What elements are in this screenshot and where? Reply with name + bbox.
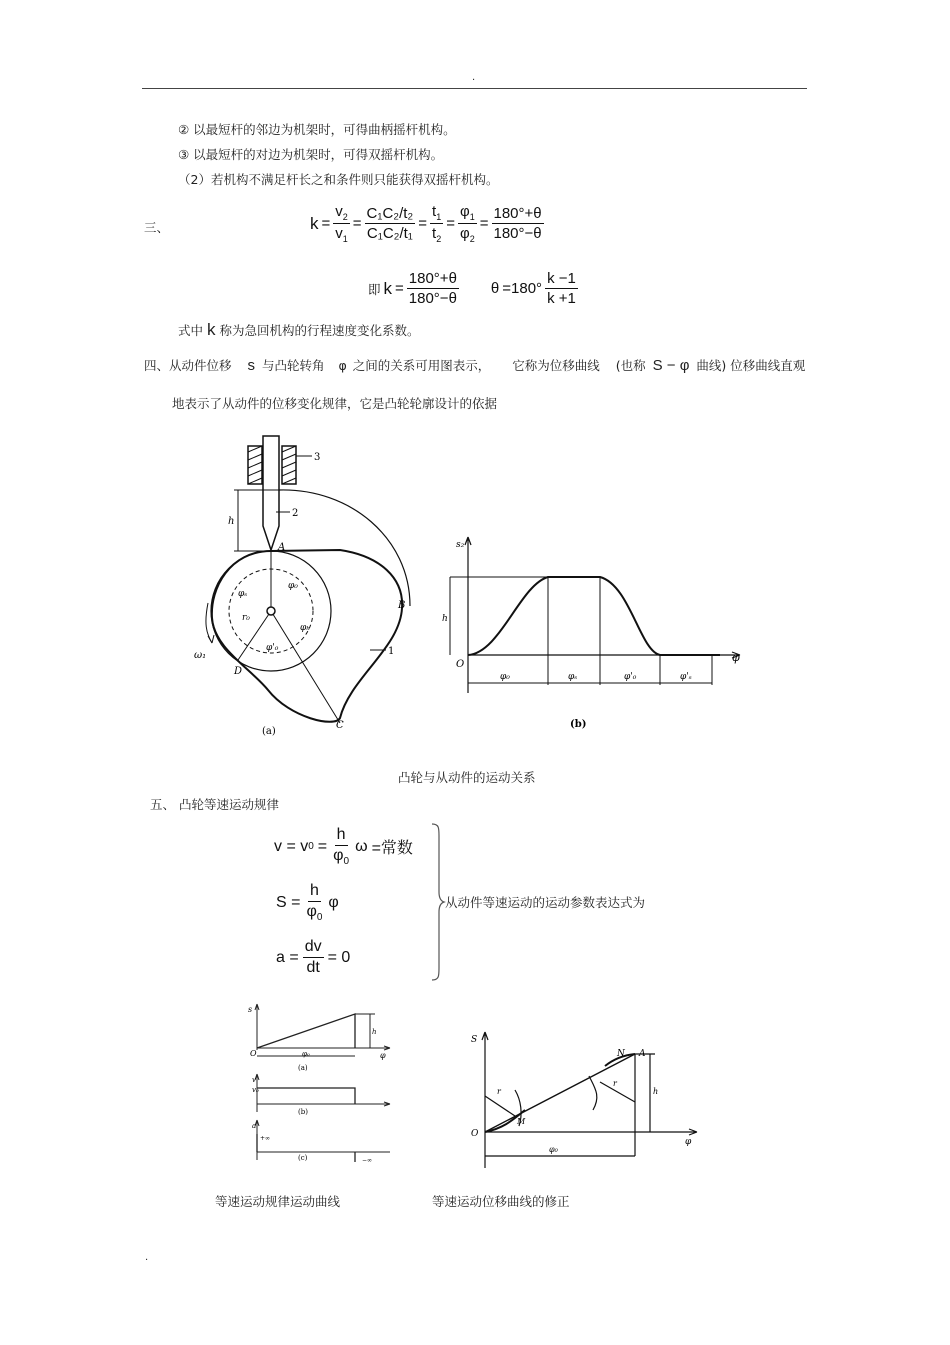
fig-a-label-2: 2 — [292, 508, 299, 519]
left-fig-v0: v₀ — [252, 1086, 259, 1094]
fig-a-caption: (a) — [262, 726, 276, 737]
eq2-kden: k +1 — [547, 290, 576, 307]
s4-label: 四、从动件位移 — [144, 358, 232, 373]
eq2-eq-a: = — [395, 280, 404, 297]
fig-a-label-D: D — [234, 666, 243, 677]
f3-lhs: a = — [276, 948, 299, 966]
eq1-eq-d: = — [446, 215, 455, 232]
right-fig-h: h — [653, 1087, 659, 1096]
eq1-c-num: C₁C₂/t₂ — [366, 205, 414, 222]
frac-c — [365, 205, 416, 242]
frac-v — [333, 203, 350, 244]
frac-f3 — [303, 938, 324, 977]
eq1-v1: v — [335, 225, 343, 242]
eq1-r-num: 180°+θ — [493, 205, 542, 222]
desc-post: 称为急回机构的行程速度变化系数。 — [219, 323, 420, 338]
frac-t — [430, 203, 443, 244]
eq1-eq-b: = — [352, 215, 362, 232]
frac-phi — [458, 203, 477, 244]
fig-a-label-C: C — [336, 720, 344, 731]
f3-den: dt — [306, 959, 320, 976]
eq1-eq-c: = — [418, 215, 428, 232]
left-fig-pinf: +∞ — [260, 1135, 271, 1142]
eq2-knum: k −1 — [547, 270, 576, 287]
section-4-line-1 — [144, 356, 805, 374]
eq2-base: =180° — [502, 280, 543, 297]
header-mark: . — [472, 72, 476, 83]
fig-b-label-O: O — [456, 659, 465, 670]
text-line-3: （2）若机构不满足杆长之和条件则只能获得双摇杆机构。 — [178, 172, 499, 187]
fig-a-label-A: A — [278, 542, 286, 553]
fig-a-label-phi0p: φ'₀ — [266, 643, 279, 653]
section-3-label: 三、 — [144, 220, 170, 235]
eq1-phi2: φ — [459, 225, 470, 242]
right-fig-phi: φ — [685, 1137, 692, 1147]
f1-rhs: =常数 — [371, 840, 413, 858]
right-fig-O: O — [471, 1129, 479, 1139]
brace-description: 从动件等速运动的运动参数表达式为 — [445, 895, 646, 910]
f1-den: φ — [333, 847, 344, 864]
v-constant-line — [257, 1088, 355, 1104]
desc-k: k — [207, 320, 216, 339]
s4-sphi: S − φ — [652, 357, 690, 374]
eq1-phi2-sub: 2 — [469, 234, 475, 244]
frac-f2 — [304, 882, 324, 923]
s4-t2: 之间的关系可用图表示， — [352, 358, 491, 373]
eq2-num: 180°+θ — [408, 270, 457, 287]
frac-eq2 — [407, 270, 459, 307]
footer-mark: . — [145, 1252, 149, 1263]
formula-k-theta — [368, 270, 578, 307]
s4-t1: 与凸轮转角 — [261, 358, 325, 373]
s4-s: s — [247, 357, 255, 374]
right-fig-N: N — [617, 1049, 625, 1059]
fig-b-tick-3: φ'ₛ — [680, 672, 692, 682]
fig-a-label-phih: φₕ — [300, 623, 311, 633]
fig-b-label-h: h — [442, 614, 448, 624]
eq1-t1-sub: 1 — [436, 212, 442, 222]
fig-a-label-r0: r₀ — [242, 613, 250, 623]
formula-displacement — [276, 882, 339, 923]
fig-a-label-3: 3 — [314, 452, 321, 463]
s4-t3: 它称为位移曲线 — [512, 358, 600, 373]
f2-num: h — [308, 882, 321, 902]
cam-mechanism-figure — [190, 428, 430, 758]
f2-lhs: S = — [276, 893, 301, 911]
left-fig-v: v — [252, 1076, 256, 1084]
eq1-c-den: C₁C₂/t₁ — [366, 225, 413, 242]
fig-b-tick-0: φ₀ — [500, 672, 510, 682]
f1-lhs: v = v — [274, 837, 309, 855]
eq1-k: k — [310, 213, 319, 233]
uniform-motion-curves-figure — [240, 1000, 400, 1170]
text-line-1: ② 以最短杆的邻边为机架时，可得曲柄摇杆机构。 — [178, 122, 456, 137]
right-fig-phi0: φ₀ — [549, 1145, 558, 1154]
fig-a-label-w1: ω₁ — [194, 650, 207, 661]
cam-profile — [212, 550, 402, 722]
frac-180 — [492, 205, 544, 242]
left-fig-cap-c: (c) — [298, 1154, 308, 1162]
formula-velocity — [274, 826, 413, 867]
section-4-line-2: 地表示了从动件的位移变化规律，它是凸轮轮廓设计的依据 — [172, 396, 498, 411]
header-rule — [142, 88, 807, 89]
fig-b-caption: (b) — [570, 719, 587, 730]
eq2-den: 180°−θ — [408, 290, 457, 307]
left-fig-h: h — [372, 1028, 377, 1036]
s4-phi: φ — [338, 358, 347, 373]
f1-sub0: 0 — [308, 841, 314, 853]
fig-a-label-1: 1 — [388, 646, 395, 657]
fig-b-tick-2: φ'₀ — [624, 672, 637, 682]
formula-k-ratio — [310, 203, 544, 244]
left-fig-s: s — [248, 1005, 253, 1014]
eq1-eq-e: = — [479, 215, 489, 232]
left-fig-cap-a: (a) — [298, 1064, 308, 1072]
fig-a-label-h: h — [228, 516, 235, 527]
f1-den-sub: 0 — [343, 856, 350, 868]
fig-b-tick-1: φₛ — [568, 672, 578, 682]
left-fig-cap-b: (b) — [298, 1108, 308, 1116]
f1-eq: = — [317, 837, 328, 855]
right-fig-S: S — [471, 1035, 478, 1045]
eq2-theta: θ — [490, 280, 500, 297]
fig-a-label-B: B — [398, 600, 406, 611]
right-fig-A: A — [639, 1049, 646, 1059]
eq2-k: k — [383, 278, 393, 298]
k-description — [178, 320, 420, 340]
displacement-curve-figure — [440, 525, 750, 735]
eq1-t2: t — [432, 225, 437, 242]
caption-curve-correction: 等速运动位移曲线的修正 — [432, 1194, 570, 1209]
s4-t5: 曲线) 位移曲线直观 — [696, 358, 806, 373]
frac-f1 — [331, 826, 351, 867]
s-linear-line — [257, 1014, 355, 1048]
eq1-phi1: φ — [459, 203, 470, 220]
figure-caption-cam: 凸轮与从动件的运动关系 — [398, 770, 536, 785]
eq2-prefix: 即 — [368, 281, 381, 297]
left-fig-minf: −∞ — [362, 1157, 373, 1164]
eq1-v1-sub: 1 — [342, 234, 348, 244]
left-fig-phi: φ — [380, 1051, 386, 1060]
text-line-2: ③ 以最短杆的对边为机架时，可得双摇杆机构。 — [178, 147, 444, 162]
eq1-phi1-sub: 1 — [469, 212, 475, 222]
f2-tail: φ — [328, 893, 339, 911]
right-fig-M: M — [517, 1117, 526, 1126]
s4-t4: (也称 — [615, 358, 646, 373]
f2-den: φ — [306, 903, 317, 920]
f3-rhs: = 0 — [327, 948, 351, 966]
right-fig-r1: r — [497, 1087, 501, 1096]
f1-omega: ω — [355, 837, 368, 855]
straight-line — [485, 1054, 635, 1132]
eq1-t2-sub: 2 — [436, 234, 442, 244]
fig-b-label-phi: φ — [732, 651, 740, 664]
formula-acceleration — [276, 938, 350, 977]
max-lift-arc — [279, 490, 410, 606]
right-brace — [430, 822, 446, 982]
eq1-t1: t — [432, 203, 437, 220]
f2-den-sub: 0 — [316, 912, 323, 924]
fig-b-label-s2: s₂ — [456, 540, 465, 550]
eq1-r-den: 180°−θ — [493, 225, 542, 242]
left-fig-O: O — [250, 1049, 257, 1058]
frac-k — [545, 270, 578, 307]
right-fig-r2: r — [613, 1079, 617, 1088]
eq1-eq-a: = — [321, 215, 331, 232]
eq1-v2: v — [335, 203, 343, 220]
caption-uniform-motion: 等速运动规律运动曲线 — [215, 1194, 341, 1209]
corrected-displacement-figure — [465, 1028, 705, 1176]
fig-a-label-phis: φₛ — [238, 589, 248, 599]
left-fig-a: a — [252, 1122, 257, 1130]
f3-num: dv — [303, 938, 324, 958]
desc-pre: 式中 — [178, 323, 204, 338]
f1-num: h — [335, 826, 348, 846]
eq1-v2-sub: 2 — [342, 212, 348, 222]
displacement-curve — [468, 577, 720, 655]
left-fig-phi0: φ₀ — [302, 1050, 310, 1058]
section-5-label: 五、 凸轮等速运动规律 — [150, 797, 279, 812]
follower-rod — [263, 436, 279, 550]
fig-a-label-phi0: φ₀ — [288, 581, 298, 591]
